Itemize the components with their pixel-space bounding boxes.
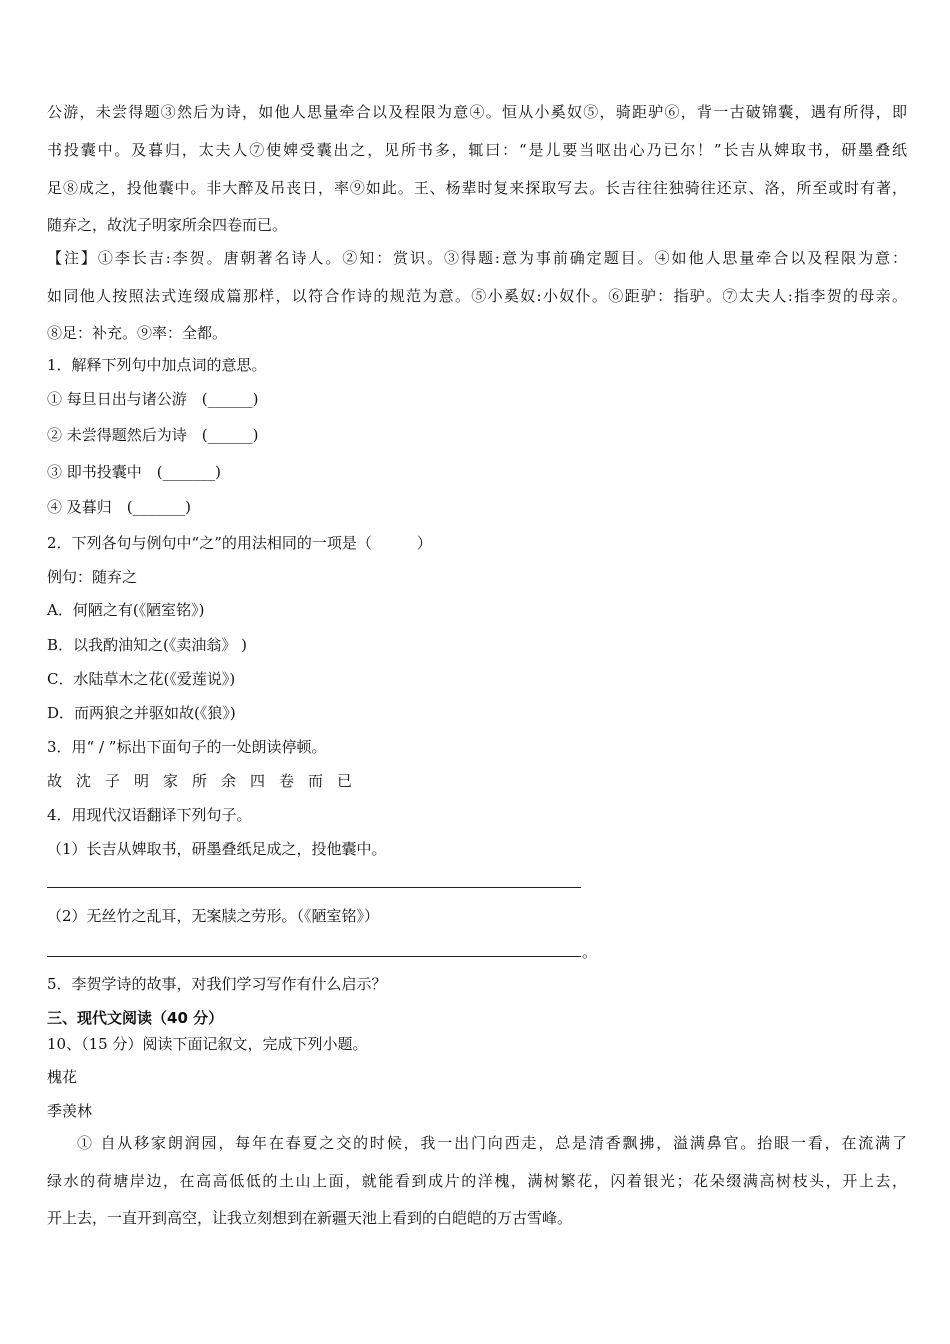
article-para1-line-3: 开上去，一直开到高空，让我立刻想到在新疆天池上看到的白皑皑的万古雪峰。 (47, 1209, 573, 1227)
q3-sentence: 故沈子明家所余四卷而已 (47, 772, 367, 790)
article-para1-line-1: ① 自从移家朗润园，每年在春夏之交的时候，我一出门向西走，总是清香飘拂，溢满鼻官。抬眼一看，在流满了 (77, 1134, 907, 1152)
article-author: 季羡林 (47, 1102, 93, 1120)
q5-title: 5．李贺学诗的故事，对我们学习写作有什么启示？ (47, 975, 387, 993)
q1-item-2: ② 未尝得题然后为诗 (______) (47, 426, 259, 444)
q4-period: 。 (582, 943, 598, 961)
q2-title: 2．下列各句与例句中“之”的用法相同的一项是（ ） (47, 534, 432, 552)
q2-option-a: A．何陋之有(《陋室铭》) (47, 601, 205, 619)
q4-title: 4．用现代汉语翻译下列句子。 (47, 806, 252, 824)
passage-line-2: 书投囊中。及暮归，太夫人⑦使婢受囊出之，见所书多，辄曰：“是儿要当呕出心乃已尔！”长吉从婢取书，研墨叠纸 (47, 141, 907, 159)
q1-item-4: ④ 及暮归 (_______) (47, 498, 191, 516)
q1-item-3: ③ 即书投囊中 (_______) (47, 463, 221, 481)
notes-line-1: 【注】①李长吉:李贺。唐朝著名诗人。②知：赏识。③得题:意为事前确定题目。④如他人思量牵合以及程限为意： (47, 249, 907, 267)
q2-option-b: B．以我酌油知之(《卖油翁》 ) (47, 636, 247, 654)
q10-instruction: 10、（15 分）阅读下面记叙文，完成下列小题。 (47, 1035, 368, 1053)
q4-sentence-2: （2）无丝竹之乱耳，无案牍之劳形。（《陋室铭》） (47, 907, 380, 925)
q4-answer-line-1[interactable] (47, 887, 581, 888)
q3-title: 3．用“ / ”标出下面句子的一处朗读停顿。 (47, 738, 327, 756)
q4-sentence-1: （1）长吉从婢取书，研墨叠纸足成之，投他囊中。 (47, 840, 387, 858)
q4-answer-line-2[interactable] (47, 956, 581, 957)
passage-line-3: 足⑧成之，投他囊中。非大醉及吊丧日，率⑨如此。王、杨辈时复来探取写去。长吉往往独骑往还京、洛，所至或时有著， (47, 179, 907, 197)
notes-line-2: 如同他人按照法式连缀成篇那样，以符合作诗的规范为意。⑤小奚奴:小奴仆。⑥距驴：指驴。⑦太夫人:指李贺的母亲。 (47, 287, 907, 305)
notes-line-3: ⑧足：补充。⑨率：全都。 (47, 324, 228, 342)
q2-example: 例句：随弃之 (47, 568, 138, 586)
article-para1-line-2: 绿水的荷塘岸边，在高高低低的土山上面，就能看到成片的洋槐，满树繁花，闪着银光；花朵缀满高树枝头，开上去， (47, 1172, 907, 1190)
q1-item-1: ① 每旦日出与诸公游 (______) (47, 390, 259, 408)
passage-line-4: 随弃之，故沈子明家所余四卷而已。 (47, 216, 288, 234)
q2-option-d: D．而两狼之并驱如故(《狼》) (47, 704, 236, 722)
article-title: 槐花 (47, 1068, 78, 1086)
passage-line-1: 公游，未尝得题③然后为诗，如他人思量牵合以及程限为意④。恒从小奚奴⑤，骑距驴⑥，背一古破锦囊，遇有所得，即 (47, 103, 907, 121)
q1-title: 1．解释下列句中加点词的意思。 (47, 356, 267, 374)
section-3-heading: 三、现代文阅读（40 分） (47, 1009, 224, 1027)
q2-option-c: C．水陆草木之花(《爱莲说》) (47, 670, 236, 688)
